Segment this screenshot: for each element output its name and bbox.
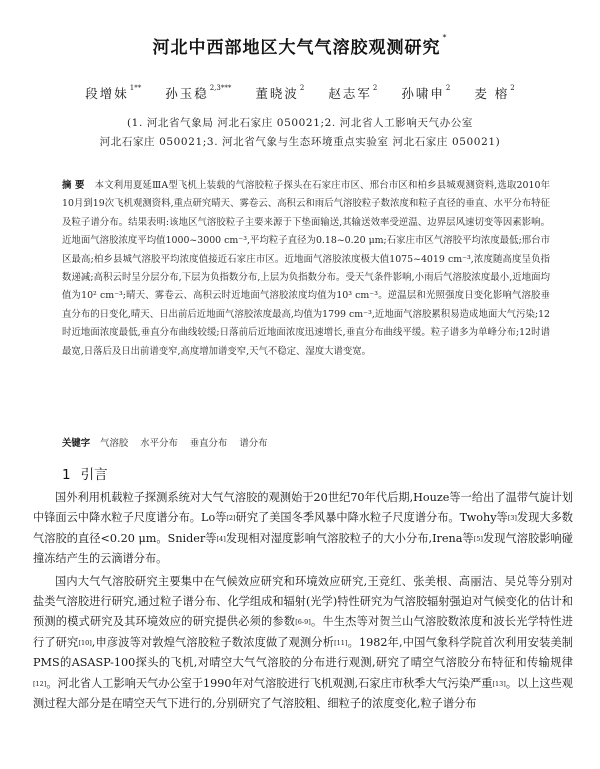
keyword: 谱分布 bbox=[239, 438, 268, 449]
citation: [4] bbox=[216, 534, 226, 543]
citation: [12] bbox=[33, 679, 47, 688]
citation: [5] bbox=[473, 534, 483, 543]
title-footnote-mark: * bbox=[442, 33, 448, 42]
keyword: 气溶胶 bbox=[100, 438, 129, 449]
author-affiliation-mark: 2 bbox=[372, 84, 378, 92]
affiliation-line-1: (1. 河北省气象局 河北石家庄 050021;2. 河北省人工影响天气办公室 bbox=[126, 117, 473, 129]
text-run: 。以上这些观测过程大部分是在晴空天气下进行的,分别研究了气溶胶粗、细粒子的浓度变化,粒子谱分布 bbox=[33, 676, 573, 711]
author-affiliation-mark: 2 bbox=[445, 84, 451, 92]
abstract bbox=[62, 177, 550, 361]
section-number: 1 bbox=[62, 467, 71, 483]
paragraph bbox=[33, 572, 573, 715]
text-run: 发现相对湿度影响气溶胶粒子的大小分布,Irena等 bbox=[225, 531, 474, 545]
author bbox=[328, 86, 377, 101]
keyword: 垂直分布 bbox=[189, 438, 228, 449]
text-run: 国外利用机载粒子探测系统对大气气溶胶的观测始于20世纪70年代后期,Houze等一给出了温带气旋计划中锋面云中降水粒子尺度谱分布。Lo等 bbox=[33, 491, 573, 525]
text-run: ,申彦波等对敦煌气溶胶粒子数浓度做了观测分析 bbox=[91, 635, 335, 649]
keywords bbox=[62, 435, 550, 449]
paper-title bbox=[0, 33, 600, 58]
paper-title-text: 河北中西部地区大气气溶胶观测研究 bbox=[152, 38, 441, 58]
citation: [10] bbox=[78, 638, 92, 647]
text-run: 研究了美国冬季风暴中降水粒子尺度谱分布。Twohy等 bbox=[235, 511, 508, 525]
author-affiliation-mark: 2,3*** bbox=[209, 84, 232, 92]
text-run: 发现大多数气溶胶的直径<0.20 μm。Snider等 bbox=[33, 511, 573, 545]
citation: [6-9] bbox=[295, 618, 311, 627]
text-run: 。1982年,中国气象科学院首次利用安装美制PMS的ASASP-100探头的飞机,对晴空大气气溶胶的分布进行观测,研究了晴空气溶胶分布特征和传输规律 bbox=[33, 635, 573, 670]
text-run: 国内大气气溶胶研究主要集中在气候效应研究和环境效应研究,王竞红、张美根、高丽洁、吴兑等分别对盐类气溶胶进行研究,通过粒子谱分布、化学组成和辐射(光学)特性研究为气溶胶辐射强迫对气候变化的估计和预测的模式研究及其环境效应的研究提供必须的参数 bbox=[33, 574, 573, 629]
author-list bbox=[0, 84, 600, 102]
author bbox=[474, 86, 514, 101]
paragraph bbox=[33, 488, 573, 570]
author bbox=[165, 86, 231, 101]
author bbox=[85, 86, 141, 101]
section-heading bbox=[62, 463, 108, 483]
keywords-label: 关键字 bbox=[62, 438, 91, 449]
author-affiliation-mark: 2 bbox=[299, 84, 305, 92]
abstract-text: 本文利用夏延ⅢA型飞机上装载的气溶胶粒子探头在石家庄市区、邢台市区和柏乡县城观测资料,选取2010年10月到19次飞机观测资料,重点研究晴天、雾卷云、高积云和雨后气溶胶粒子数浓度和粒子直径的垂直、水平分布特征及粒子谱分布。结果表明:该地区气溶胶粒子主要来源于下垫面输送,其输送效率受逆温、边界层风速切变等因素影响。近地面气溶胶浓度平均值1000~3000 cm⁻³,平均粒子直径为0.18~0.20 μm;石家庄市区气溶胶平均浓度最低;邢台市区最高;柏乡县城气溶胶平均浓度值接近石家庄市区。近地面气溶胶浓度极大值1075~4019 cm⁻³,浓度随高度呈负指数递减;高积云时呈分层分布,下层为负指数分布,上层为负指数分布。受天气条件影响,小雨后气溶胶浓度最小,近地面均值为10² cm⁻³;晴天、雾卷云、高积云时近地面气溶胶浓度均值为10³ cm⁻³。逆温层和光照强度日变化影响气溶胶垂直分布的日变化,晴天、日出前后近地面气溶胶浓度最高,均值为1799 cm⁻³,近地面气溶胶累积易造成地面大气污染;12时近地面浓度最低,垂直分布曲线较缓;日落前后近地面浓度迅速增长,垂直分布曲线平缓。粒子谱多为单峰分布;12时谱最宽,日落后及日出前谱变窄,高度增加谱变窄,天气不稳定、湿度大谱变宽。 bbox=[62, 180, 550, 357]
citation: [13] bbox=[492, 679, 506, 688]
keyword: 水平分布 bbox=[140, 438, 178, 449]
citation: [11] bbox=[334, 638, 348, 647]
author-name: 麦 榕 bbox=[474, 86, 510, 101]
author-name: 孙啸申 bbox=[401, 86, 445, 101]
author-name: 段增妹 bbox=[85, 86, 129, 101]
affiliation-line-2: 河北石家庄 050021;3. 河北省气象与生态环境重点实验室 河北石家庄 050021) bbox=[99, 136, 501, 148]
citation: [3] bbox=[507, 514, 517, 523]
body-text bbox=[33, 488, 573, 716]
author bbox=[401, 86, 450, 101]
author-affiliation-mark: 2 bbox=[510, 84, 515, 92]
author-name: 董晓波 bbox=[255, 86, 299, 101]
text-run: 。河北省人工影响天气办公室于1990年对气溶胶进行飞机观测,石家庄市秋季大气污染严重 bbox=[46, 676, 493, 690]
author-affiliation-mark: 1** bbox=[129, 84, 142, 92]
citation: [2] bbox=[226, 514, 236, 523]
text-run: 发现气溶胶影响碰撞冻结产生的云滴谱分布。 bbox=[33, 531, 573, 566]
author bbox=[255, 86, 304, 101]
author-name: 赵志军 bbox=[328, 86, 372, 101]
section-title: 引言 bbox=[80, 467, 108, 483]
author-name: 孙玉稳 bbox=[165, 86, 209, 101]
abstract-label: 摘 要 bbox=[62, 180, 85, 191]
text-run: 。牛生杰等对贺兰山气溶胶数浓度和波长光学特性进行了研究 bbox=[33, 615, 573, 649]
